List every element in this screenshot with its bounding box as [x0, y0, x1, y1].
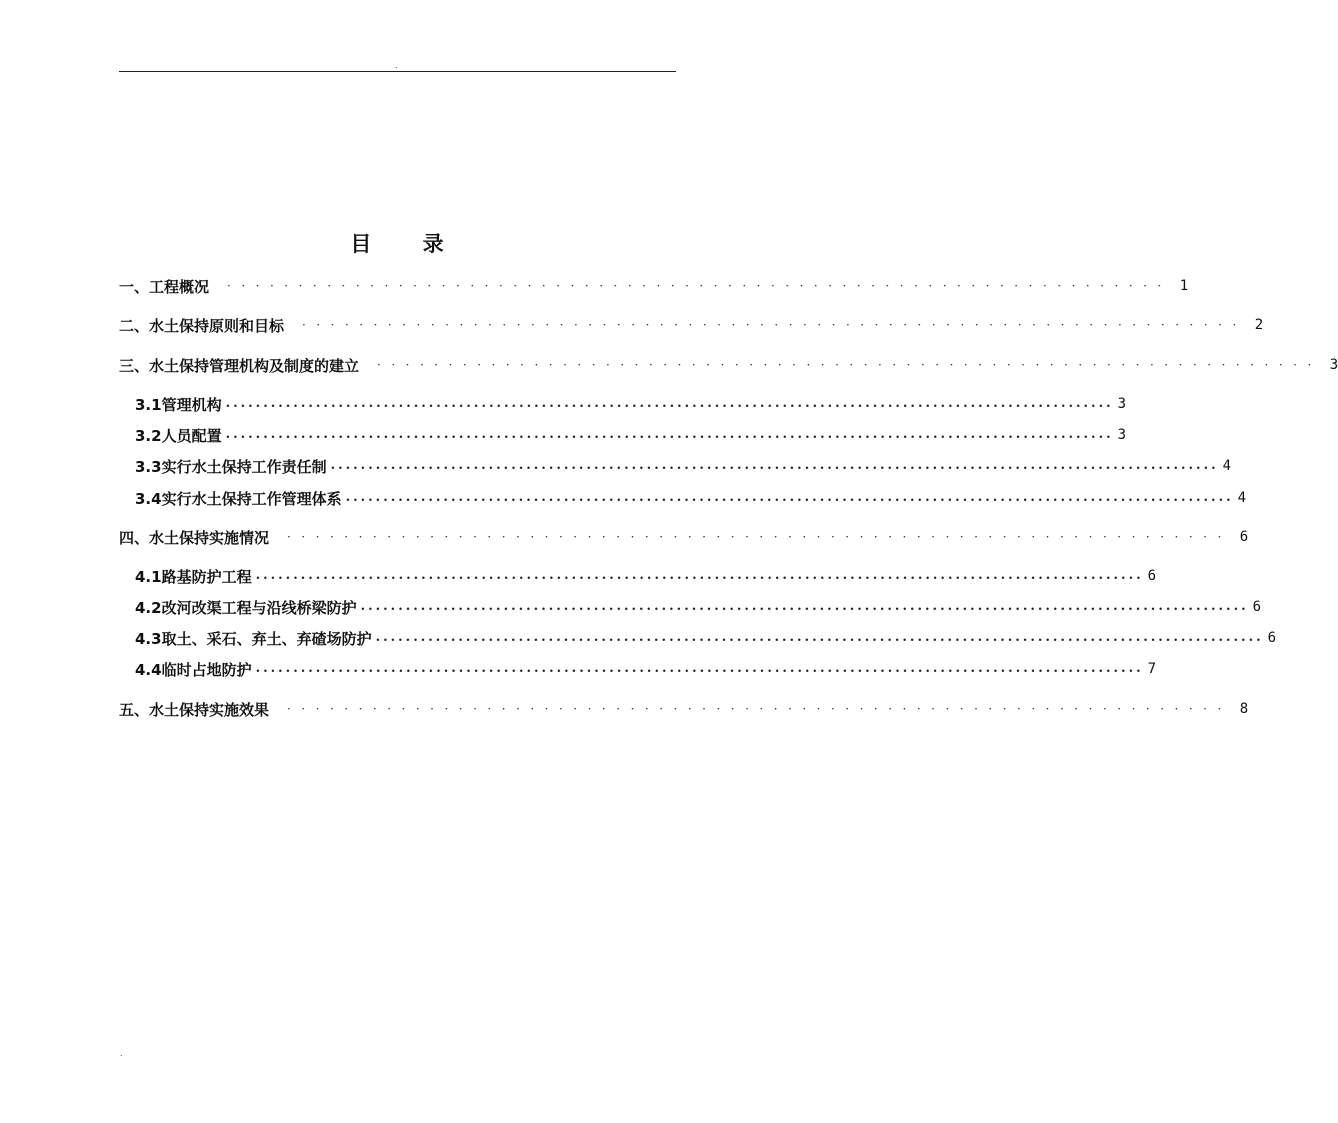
header-rule	[119, 71, 676, 72]
toc-entry-5[interactable]	[119, 698, 1249, 720]
toc-leader: ......................................................................................................................	[330, 458, 1219, 473]
header-mark: .	[395, 61, 398, 70]
toc-entry-label: 二、水土保持原则和目标	[119, 316, 285, 335]
toc-entry-label: 4.4临时占地防护	[135, 660, 252, 679]
toc-leader: ··································································	[287, 702, 1232, 716]
toc-entry-3-2[interactable]	[135, 424, 1127, 446]
toc-entry-label: 3.2人员配置	[135, 426, 222, 445]
toc-leader: ··································································	[287, 530, 1232, 544]
toc-entry-4[interactable]	[119, 526, 1249, 548]
toc-page-number: 3	[1117, 396, 1127, 412]
toc-entry-3-4[interactable]	[135, 487, 1247, 509]
toc-entry-3-3[interactable]	[135, 455, 1232, 477]
toc-leader: ......................................................................................................................	[255, 568, 1144, 583]
toc-leader: ··································································	[377, 358, 1322, 372]
toc-page-number: 3	[1329, 357, 1338, 373]
toc-leader: ......................................................................................................................	[225, 427, 1114, 442]
toc-page-number: 6	[1267, 630, 1277, 646]
toc-entry-3[interactable]	[119, 354, 1338, 376]
toc-entry-4-3[interactable]	[135, 627, 1277, 649]
toc-page-number: 6	[1239, 529, 1249, 545]
toc-entry-1[interactable]	[119, 275, 1189, 297]
toc-page-number: 6	[1147, 568, 1157, 584]
toc-page-number: 4	[1237, 490, 1247, 506]
toc-entry-4-4[interactable]	[135, 658, 1157, 680]
toc-entry-label: 4.1路基防护工程	[135, 567, 252, 586]
toc-leader: ··································································	[302, 318, 1247, 332]
toc-entry-4-1[interactable]	[135, 565, 1157, 587]
toc-leader: ......................................................................................................................	[255, 661, 1144, 676]
toc-entry-2[interactable]	[119, 314, 1264, 336]
toc-page-number: 1	[1179, 278, 1189, 294]
toc-entry-label: 3.1管理机构	[135, 395, 222, 414]
toc-leader: ··································································	[227, 279, 1172, 293]
toc-page-number: 7	[1147, 661, 1157, 677]
toc-entry-4-2[interactable]	[135, 596, 1262, 618]
toc-entry-label: 五、水土保持实施效果	[119, 700, 270, 719]
toc-leader: ......................................................................................................................	[345, 490, 1234, 505]
toc-entry-label: 一、工程概况	[119, 277, 210, 296]
toc-entry-label: 3.3实行水土保持工作责任制	[135, 457, 327, 476]
toc-title: 目 录	[350, 232, 466, 256]
toc-entry-label: 4.2改河改渠工程与沿线桥梁防护	[135, 598, 357, 617]
toc-leader: ......................................................................................................................	[225, 396, 1114, 411]
toc-page-number: 8	[1239, 701, 1249, 717]
toc-entry-label: 4.3取土、采石、弃土、弃碴场防护	[135, 629, 372, 648]
toc-page-number: 6	[1252, 599, 1262, 615]
toc-page-number: 3	[1117, 427, 1127, 443]
toc-leader: ......................................................................................................................	[375, 630, 1264, 645]
toc-leader: ......................................................................................................................	[360, 599, 1249, 614]
toc-page-number: 4	[1222, 458, 1232, 474]
toc-entry-label: 三、水土保持管理机构及制度的建立	[119, 356, 360, 375]
footer-mark: .	[120, 1049, 123, 1058]
toc-entry-label: 四、水土保持实施情况	[119, 528, 270, 547]
toc-entry-label: 3.4实行水土保持工作管理体系	[135, 489, 342, 508]
toc-entry-3-1[interactable]	[135, 393, 1127, 415]
toc-page-number: 2	[1254, 317, 1264, 333]
